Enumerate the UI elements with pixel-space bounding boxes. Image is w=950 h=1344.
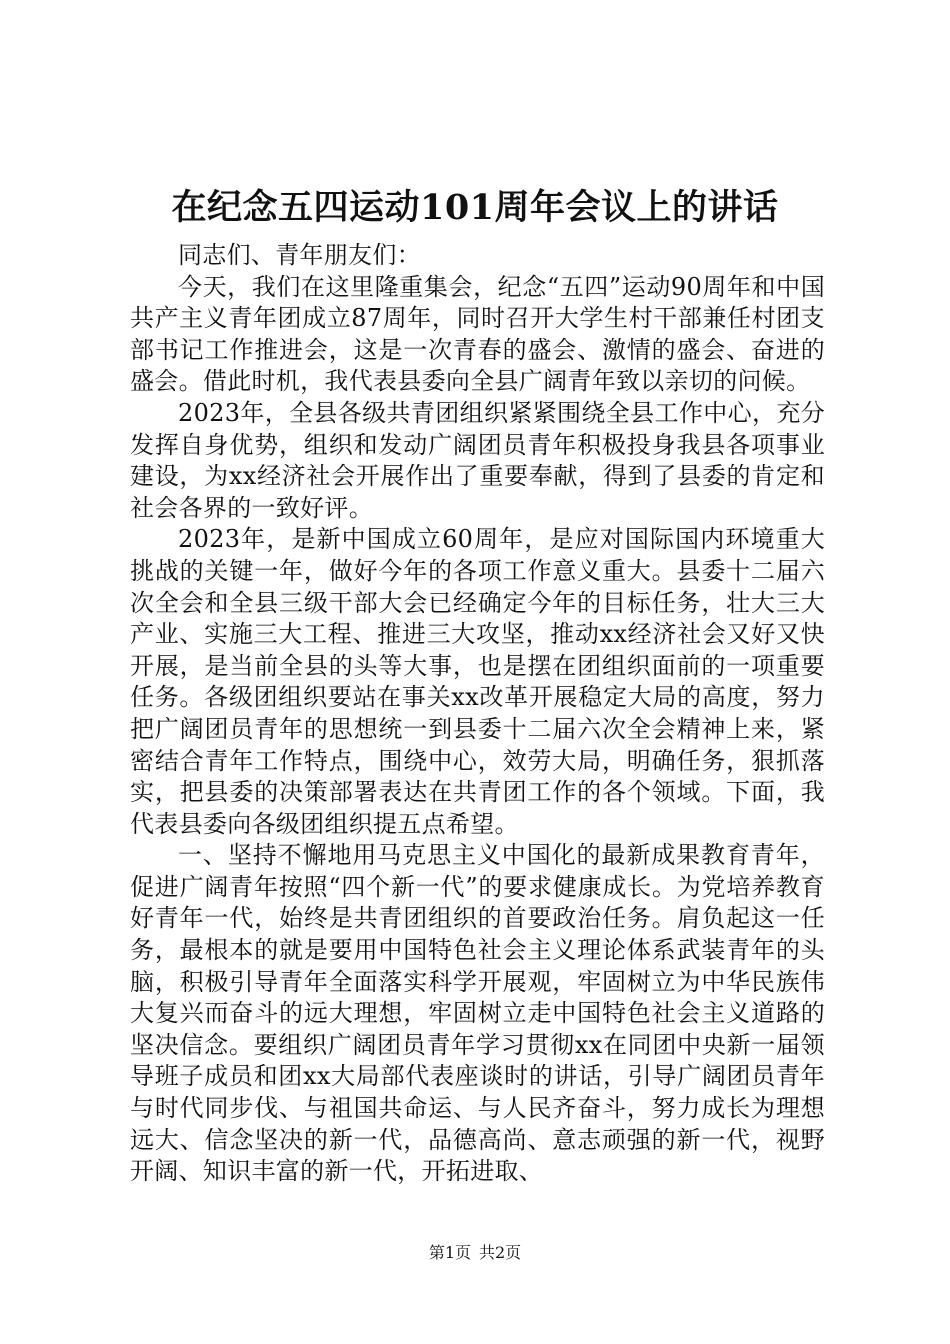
paragraph-tasks: 2023年，是新中国成立60周年，是应对国际国内环境重大挑战的关键一年，做好今年的各项工作意义重大。县委十二届六次全会和全县三级干部大会已经确定今年的目标任务，壮大三大产业、实施三大工程、推进三大攻坚，推动xx经济社会又好又快开展，是当前全县的头等大事，也是摆在团组织面前的一项重要任务。各级团组织要站在事关xx改革开展稳定大局的高度，努力把广阔团员青年的思想统一到县委十二届六次全会精神上来，紧密结合青年工作特点，围绕中心，效劳大局，明确任务，狠抓落实，把县委的决策部署表达在共青团工作的各个领域。下面，我代表县委向各级团组织提五点希望。 — [130, 525, 825, 838]
paragraph-opening: 今天，我们在这里隆重集会，纪念“五四”运动90周年和中国共产主义青年团成立87周年，同时召开大学生村干部兼任村团支部书记工作推进会，这是一次青春的盛会、激情的盛会、奋进的盛会。借此时机，我代表县委向全县广阔青年致以亲切的问候。 — [130, 272, 825, 396]
paragraph-point-one: 一、坚持不懈地用马克思主义中国化的最新成果教育青年，促进广阔青年按照“四个新一代”的要求健康成长。为党培养教育好青年一代，始终是共青团组织的首要政治任务。肩负起这一任务，最根本的就是要用中国特色社会主义理论体系武装青年的头脑，积极引导青年全面落实科学开展观，牢固树立为中华民族伟大复兴而奋斗的远大理想，牢固树立走中国特色社会主义道路的坚决信念。要组织广阔团员青年学习贯彻xx在同团中央新一届领导班子成员和团xx大局部代表座谈时的讲话，引导广阔团员青年与时代同步伐、与祖国共命运、与人民齐奋斗，努力成长为理想远大、信念坚决的新一代，品德高尚、意志顽强的新一代，视野开阔、知识丰富的新一代，开拓进取、 — [130, 841, 825, 1186]
page-footer — [0, 1243, 950, 1263]
paragraph-greeting: 同志们、青年朋友们： — [178, 241, 421, 269]
page-total: 共2页 — [479, 1243, 522, 1262]
page-number: 第1页 — [428, 1243, 471, 1262]
document-body — [130, 240, 825, 1188]
document-title: 在纪念五四运动101周年会议上的讲话 — [171, 187, 779, 228]
paragraph-achievements: 2023年，全县各级共青团组织紧紧围绕全县工作中心，充分发挥自身优势，组织和发动广阔团员青年积极投身我县各项事业建设，为xx经济社会开展作出了重要奉献，得到了县委的肯定和社会各界的一致好评。 — [130, 398, 825, 522]
